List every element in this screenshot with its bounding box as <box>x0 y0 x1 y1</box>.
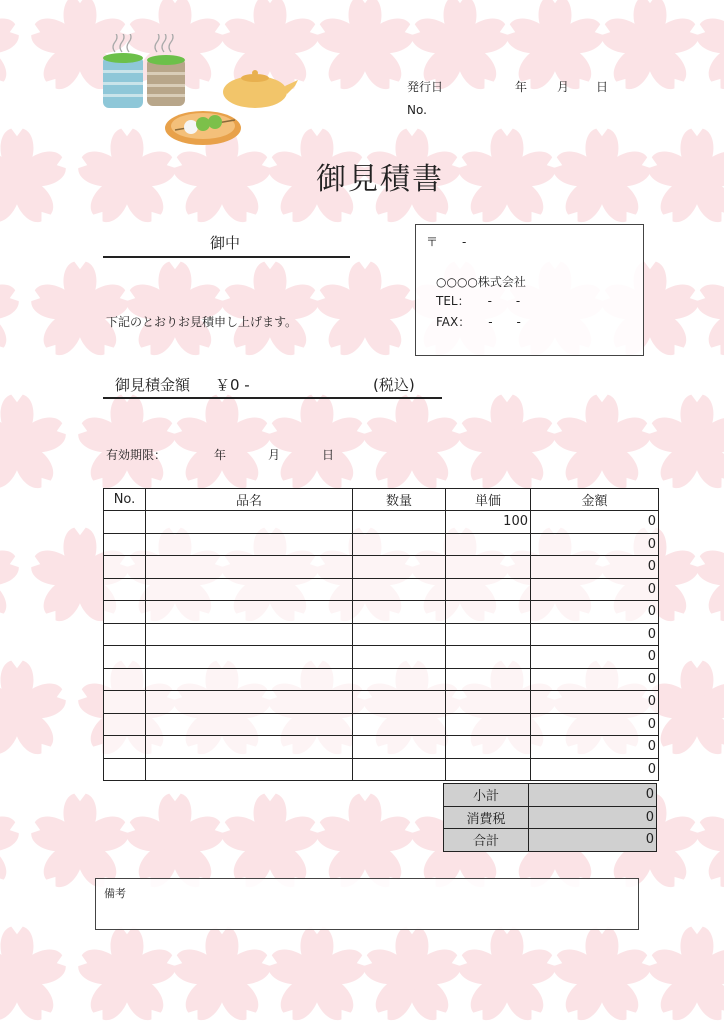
row-no-cell[interactable] <box>104 601 146 624</box>
row-no-cell[interactable] <box>104 713 146 736</box>
intro-text: 下記のとおりお見積申し上げます。 <box>106 315 298 329</box>
row-amount-cell[interactable]: 0 <box>531 511 659 534</box>
document-number-label: No. <box>407 103 427 117</box>
col-header-item: 品名 <box>146 489 353 511</box>
row-item-cell[interactable] <box>146 668 353 691</box>
total-label: 合計 <box>444 829 529 852</box>
row-unit-price-cell[interactable]: 100 <box>446 511 531 534</box>
validity-day: 日 <box>322 448 335 462</box>
row-unit-price-cell[interactable] <box>446 646 531 669</box>
items-table <box>103 488 659 781</box>
row-quantity-cell[interactable] <box>353 646 446 669</box>
row-amount-cell[interactable]: 0 <box>531 713 659 736</box>
validity-year: 年 <box>214 448 227 462</box>
row-quantity-cell[interactable] <box>353 668 446 691</box>
row-unit-price-cell[interactable] <box>446 758 531 781</box>
table-header-row <box>104 489 659 511</box>
subtotal-label: 小計 <box>444 784 529 807</box>
row-no-cell[interactable] <box>104 511 146 534</box>
row-no-cell[interactable] <box>104 691 146 714</box>
tax-value[interactable]: 0 <box>529 806 657 829</box>
row-no-cell[interactable] <box>104 533 146 556</box>
tea-cup-icon <box>147 55 185 106</box>
row-amount-cell[interactable]: 0 <box>531 668 659 691</box>
row-no-cell[interactable] <box>104 668 146 691</box>
subtotal-value[interactable]: 0 <box>529 784 657 807</box>
dango-plate-icon <box>165 111 241 145</box>
totals-table <box>443 783 657 852</box>
col-header-unit-price: 単価 <box>446 489 531 511</box>
subtotal-row <box>444 784 657 807</box>
row-unit-price-cell[interactable] <box>446 623 531 646</box>
col-header-no: No. <box>104 489 146 511</box>
col-header-quantity: 数量 <box>353 489 446 511</box>
row-quantity-cell[interactable] <box>353 736 446 759</box>
remarks-label: 備考 <box>104 887 126 900</box>
issue-date-label: 発行日 <box>407 80 444 94</box>
row-no-cell[interactable] <box>104 556 146 579</box>
company-name: ○○○○株式会社 <box>436 275 526 289</box>
row-quantity-cell[interactable] <box>353 691 446 714</box>
row-unit-price-cell[interactable] <box>446 668 531 691</box>
table-row <box>104 533 659 556</box>
tax-included-note: (税込) <box>373 376 415 394</box>
row-quantity-cell[interactable] <box>353 511 446 534</box>
issue-year-label: 年 <box>515 80 528 94</box>
row-quantity-cell[interactable] <box>353 623 446 646</box>
row-item-cell[interactable] <box>146 578 353 601</box>
client-name-field[interactable] <box>103 232 350 258</box>
row-item-cell[interactable] <box>146 511 353 534</box>
row-no-cell[interactable] <box>104 758 146 781</box>
estimate-label: 御見積金額 <box>115 376 191 394</box>
row-amount-cell[interactable]: 0 <box>531 691 659 714</box>
row-item-cell[interactable] <box>146 556 353 579</box>
issue-day-label: 日 <box>596 80 609 94</box>
row-unit-price-cell[interactable] <box>446 556 531 579</box>
table-row <box>104 736 659 759</box>
row-amount-cell[interactable]: 0 <box>531 736 659 759</box>
client-honorific: 御中 <box>210 234 241 252</box>
tax-row <box>444 806 657 829</box>
table-row <box>104 578 659 601</box>
row-item-cell[interactable] <box>146 758 353 781</box>
table-row <box>104 511 659 534</box>
table-row <box>104 668 659 691</box>
table-row <box>104 556 659 579</box>
estimate-amount-line <box>103 373 442 399</box>
col-header-amount: 金額 <box>531 489 659 511</box>
postal-code: 〒 - <box>426 235 467 249</box>
validity-label: 有効期限： <box>106 448 167 462</box>
row-amount-cell[interactable]: 0 <box>531 646 659 669</box>
row-unit-price-cell[interactable] <box>446 578 531 601</box>
row-no-cell[interactable] <box>104 578 146 601</box>
row-item-cell[interactable] <box>146 736 353 759</box>
row-item-cell[interactable] <box>146 691 353 714</box>
teapot-icon <box>223 70 298 108</box>
table-row <box>104 601 659 624</box>
table-row <box>104 623 659 646</box>
tel-number: TEL： - - <box>436 294 521 308</box>
estimate-amount: ￥0 - <box>215 376 250 394</box>
validity-month: 月 <box>268 448 281 462</box>
row-quantity-cell[interactable] <box>353 601 446 624</box>
row-amount-cell[interactable]: 0 <box>531 533 659 556</box>
row-no-cell[interactable] <box>104 623 146 646</box>
tea-cup-icon <box>103 53 143 108</box>
row-quantity-cell[interactable] <box>353 533 446 556</box>
row-amount-cell[interactable]: 0 <box>531 578 659 601</box>
row-amount-cell[interactable]: 0 <box>531 758 659 781</box>
row-item-cell[interactable] <box>146 623 353 646</box>
row-unit-price-cell[interactable] <box>446 533 531 556</box>
row-unit-price-cell[interactable] <box>446 601 531 624</box>
total-value[interactable]: 0 <box>529 829 657 852</box>
row-amount-cell[interactable]: 0 <box>531 601 659 624</box>
sender-address-box <box>415 224 644 356</box>
page-title: 御見積書 <box>316 162 444 197</box>
tea-set-illustration <box>95 34 305 149</box>
row-quantity-cell[interactable] <box>353 556 446 579</box>
steam-icon <box>113 34 173 52</box>
tax-label: 消費税 <box>444 806 529 829</box>
row-quantity-cell[interactable] <box>353 578 446 601</box>
row-amount-cell[interactable]: 0 <box>531 623 659 646</box>
row-item-cell[interactable] <box>146 533 353 556</box>
table-row <box>104 758 659 781</box>
issue-month-label: 月 <box>557 80 570 94</box>
row-quantity-cell[interactable] <box>353 758 446 781</box>
total-row <box>444 829 657 852</box>
table-row <box>104 646 659 669</box>
row-unit-price-cell[interactable] <box>446 713 531 736</box>
table-row <box>104 713 659 736</box>
remarks-box[interactable] <box>95 878 639 930</box>
row-quantity-cell[interactable] <box>353 713 446 736</box>
table-row <box>104 691 659 714</box>
row-item-cell[interactable] <box>146 713 353 736</box>
row-amount-cell[interactable]: 0 <box>531 556 659 579</box>
row-no-cell[interactable] <box>104 736 146 759</box>
row-item-cell[interactable] <box>146 646 353 669</box>
row-unit-price-cell[interactable] <box>446 736 531 759</box>
fax-number: FAX： - - <box>436 315 521 329</box>
row-item-cell[interactable] <box>146 601 353 624</box>
row-no-cell[interactable] <box>104 646 146 669</box>
row-unit-price-cell[interactable] <box>446 691 531 714</box>
